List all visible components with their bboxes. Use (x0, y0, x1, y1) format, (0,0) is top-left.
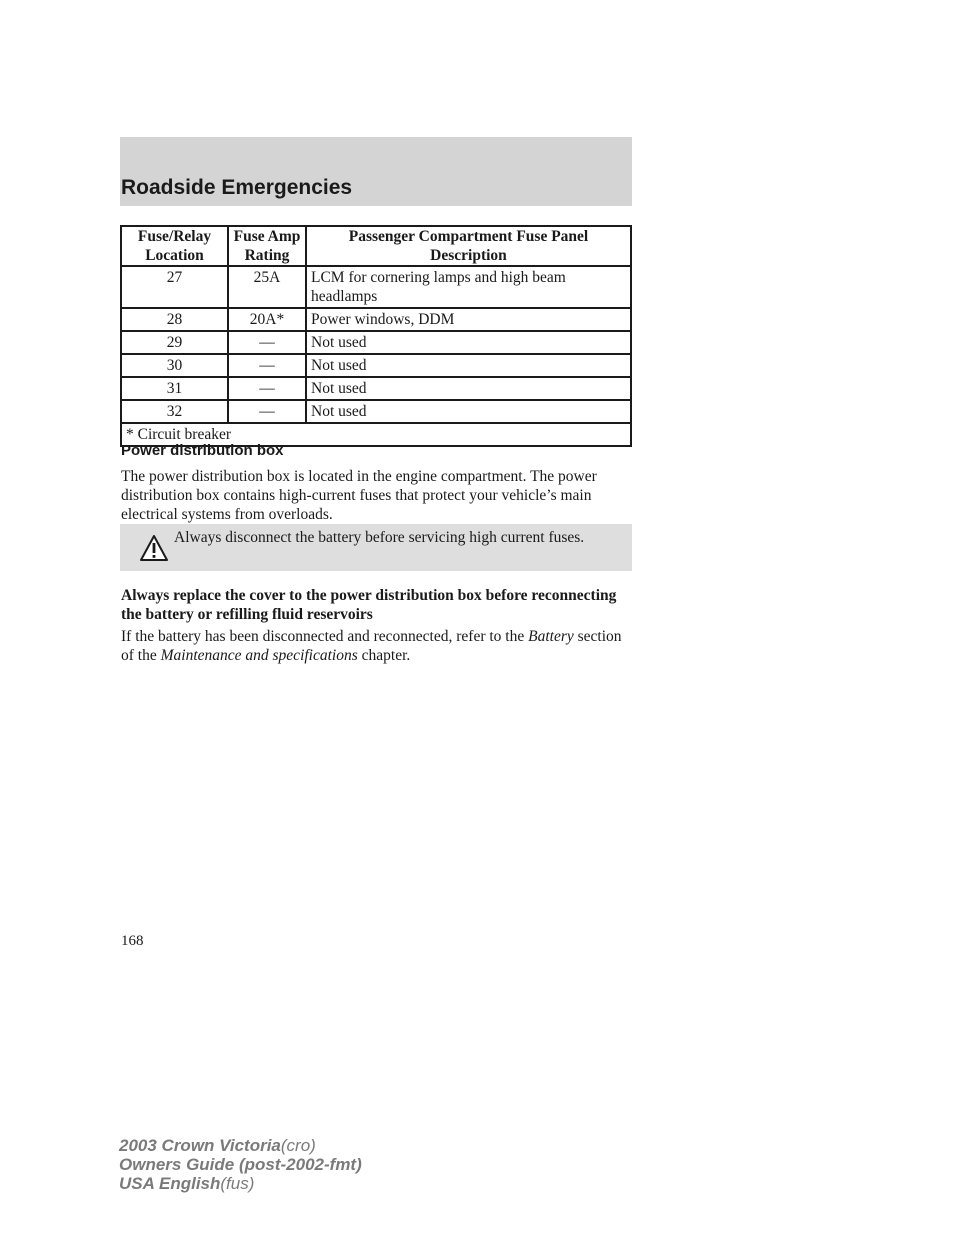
warning-triangle-icon (139, 534, 169, 562)
fuse-table (120, 225, 632, 447)
reference-text: section of the (121, 628, 622, 664)
footer-model-code: (cro) (280, 1136, 316, 1155)
cell-rating: — (228, 400, 306, 423)
table-footnote: * Circuit breaker (121, 423, 631, 446)
document-footer (119, 1136, 362, 1193)
pdb-heading: Power distribution box (121, 442, 284, 459)
table-row (121, 331, 631, 354)
footer-guide-format: Owners Guide (post-2002-fmt) (119, 1155, 362, 1174)
cell-location: 27 (121, 266, 228, 308)
table-header-row (121, 226, 631, 266)
cell-location: 29 (121, 331, 228, 354)
footer-language-code: (fus) (220, 1174, 255, 1193)
cell-rating: — (228, 377, 306, 400)
cell-rating: 20A* (228, 308, 306, 331)
table-row (121, 354, 631, 377)
reference-chapter-text: Maintenance and specifications (160, 647, 358, 664)
cell-description: Not used (306, 400, 631, 423)
reference-text: If the battery has been disconnected and reconnected, refer to the (121, 628, 529, 645)
cell-description: Not used (306, 331, 631, 354)
warning-box (120, 524, 632, 571)
reference-text: chapter. (357, 647, 411, 664)
footer-model: 2003 Crown Victoria (119, 1136, 281, 1155)
cell-description: LCM for cornering lamps and high beam headlamps (306, 266, 631, 308)
cell-rating: — (228, 354, 306, 377)
column-header-rating: Fuse Amp Rating (228, 226, 306, 266)
cover-note-bold: Always replace the cover to the power distribution box before reconnecting the battery or refilling fluid reservoirs (121, 587, 617, 623)
footer-language: USA English (119, 1174, 221, 1193)
table-row (121, 308, 631, 331)
cell-rating: 25A (228, 266, 306, 308)
table-row (121, 400, 631, 423)
column-header-location: Fuse/Relay Location (121, 226, 228, 266)
cell-description: Not used (306, 377, 631, 400)
cell-rating: — (228, 331, 306, 354)
cell-description: Power windows, DDM (306, 308, 631, 331)
cell-location: 31 (121, 377, 228, 400)
reference-battery-link-text: Battery (528, 628, 574, 645)
table-row (121, 377, 631, 400)
warning-text: Always disconnect the battery before servicing high current fuses. (174, 529, 585, 546)
cell-location: 30 (121, 354, 228, 377)
page-number: 168 (121, 933, 144, 949)
table-row (121, 266, 631, 308)
column-header-description: Passenger Compartment Fuse Panel Description (306, 226, 631, 266)
pdb-intro-paragraph: The power distribution box is located in the engine compartment. The power distribution box contains high-current fuses that protect your vehicle’s main electrical systems from overloads. (121, 468, 597, 523)
cell-location: 28 (121, 308, 228, 331)
section-title: Roadside Emergencies (121, 176, 353, 199)
battery-reference-paragraph (121, 627, 636, 665)
cell-description: Not used (306, 354, 631, 377)
cell-location: 32 (121, 400, 228, 423)
